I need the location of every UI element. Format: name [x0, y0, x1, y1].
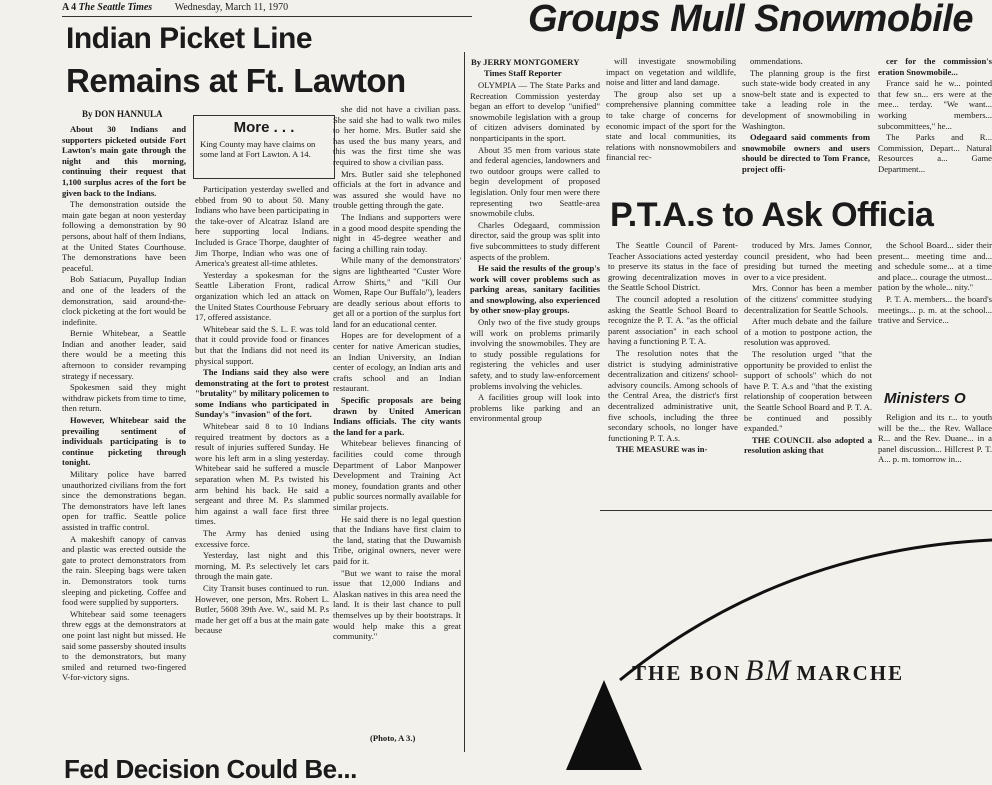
story3-col2-p1: troduced by Mrs. James Connor, council president, who had been presiding but turned the meeting over to a vice president.: [744, 240, 872, 282]
story1-col2-p2: Yesterday a spokesman for the Seattle Liberation Front, radical organization which led an attack on the United States Courthouse February 17, offered assistance.: [195, 269, 329, 323]
story2-col2-p1: will investigate snowmobiling impact on vegetation and wildlife, noise and litter and land damage.: [606, 56, 736, 88]
story3-col2-p4: The resolution urged "that the opportunity be provided to enlist the support of schools" which do not have P. T. A.s and "that the existing relationship of cooperation between the Seattle School Board and P. T. A. be continued and possibly expanded.": [744, 348, 872, 434]
story1-col1-p3: Bob Satiacum, Puyallup Indian and one of the leaders of the demonstration, said around-the-clock picketing at the fort would be indefinite.: [62, 274, 186, 327]
paper-name: The Seattle Times: [78, 2, 153, 13]
ad-brand-left: THE BON: [632, 661, 742, 685]
story1-col2-p7: Yesterday, last night and this morning, M. P.s selectively let cars through the main gate.: [195, 550, 329, 582]
story1-byline: By DON HANNULA: [82, 109, 163, 119]
story2-column-3: [742, 56, 870, 198]
story2-headline: Groups Mull Snowmobile: [528, 0, 973, 40]
story2-col4-p1: cer for the commission's eration Snowmobile...: [878, 56, 992, 77]
story1-col3-p7: Whitebear believes financing of facilities could come through Department of Labor Manpower Development and Training Act money, foundation grants and other public sources normally available for similar projects.: [333, 438, 461, 512]
story3-headline: P.T.A.s to Ask Officia: [610, 196, 934, 234]
story2-col1-p4: He said the results of the group's work will cover problems such as parking areas, sanitary facilities and snowplowing, also experienced by other snow-play groups.: [470, 263, 600, 316]
more-box-title: More . . .: [233, 119, 295, 136]
story2-staff: Times Staff Reporter: [484, 68, 562, 78]
story2-col1-p1: OLYMPIA — The State Parks and Recreation Commission yesterday began an effort to develop "unified" snowmobile legislation with a group of citizen advisers dominated by nonparticipants in the sport.: [470, 80, 600, 143]
story2-col1-p3: Charles Odegaard, commission director, said the group was split into five subcommittees to study different aspects of the problem.: [470, 219, 600, 262]
story2-column-2: [606, 56, 736, 198]
story1-col3-p2: Mrs. Butler said she telephoned officials at the fort in advance and was assured she would have no trouble getting through the gate.: [333, 168, 461, 211]
more-box-text: King County may have claims on some land at Fort Lawton. A 14.: [200, 139, 316, 159]
story3-column-1: [608, 240, 738, 504]
story1-col2-p5: Whitebear said 8 to 10 Indians required treatment by doctors as a result of injuries suffered Sunday. He wore his left arm in a sling yesterday. Whitebear said he suffered a muscle separation when M. P.s twisted his arm behind his back. He said a sergeant and three M. P.s slammed him against a wall face first three times.: [195, 421, 329, 527]
story4-headline: Ministers O: [884, 390, 966, 407]
ad-monogram: BM: [745, 654, 793, 687]
story1-col3-p6: Specific proposals are being drawn by United American Indians officials. The city wants the land for a park.: [333, 395, 461, 437]
story4-p1: Religion and its r... to youth will be the... the Rev. Wallace R... and the Rev. Duane... in a panel discussion... Hillcrest P. T. A... p. m. tomorrow in...: [878, 412, 992, 465]
story1-col3-p9: "But we want to raise the moral issue that 12,000 Indians and Alaskan natives in this area need the land. It is their last chance to pull themselves up by their bootstraps. It would help make this a great community.": [333, 567, 461, 642]
story3-col2-p2: Mrs. Connor has been a member of the citizens' committee studying decentralization for Seattle Schools.: [744, 283, 872, 315]
story1-col1-p7: Military police have barred unauthorized civilians from the fort since the demonstrations began. The demonstrators have left lanes open for traffic. Seattle police assisted in traffic control.: [62, 469, 186, 532]
story2-col1-p6: A facilities group will look into problems like parking and an environmental group: [470, 392, 600, 424]
story1-col2-p8: City Transit buses continued to run. However, one person, Mrs. Robert L. Butler, 5608 39th Ave. W., said M. P.s made her get off a bus at the main gate because: [195, 582, 329, 636]
ad-triangle-graphic: [566, 680, 642, 770]
story1-col3-p5: Hopes are for development of a center for native American studies, an Indian University, an Indian center of ecology, an Indian arts and crafts school and an Indian restaurant.: [333, 330, 461, 394]
column-rule: [464, 52, 465, 752]
story1-col1-p4: Bernie Whitebear, a Seattle Indian and another leader, said there would be a meeting this afternoon to consider revamping strategy if necessary.: [62, 328, 186, 381]
story1-column-3: [333, 104, 461, 734]
story1-col1-p5: Spokesmen said they might withdraw pickets from time to time, then return.: [62, 382, 186, 414]
story3-col3-p1: the School Board... sider their present... meeting time and... and schedule some... at a time and place... courage the utmost... pation by the whole... nity.": [878, 240, 992, 293]
masthead: [62, 2, 288, 13]
story3-col1-p3: The resolution notes that the district is studying administrative decentralization and citizens' school-advisory councils. Among schools of the Central Area, the district's first decentralized administrative unit, five schools, including the three secondary schools, no longer have functioning P. T. A.s.: [608, 347, 738, 443]
story3-col1-p4: THE MEASURE was in-: [616, 444, 708, 455]
ad-arc: [600, 520, 992, 768]
story1-column-2: [195, 184, 329, 744]
story1-headline-line2: Remains at Ft. Lawton: [66, 62, 406, 99]
photo-reference: (Photo, A 3.): [370, 733, 416, 743]
story1-col2-p3: Whitebear said the S. L. F. was told that it could provide food or finances but that the Indians did not need its physical support.: [195, 323, 329, 366]
story1-col1-p9: Whitebear said some teenagers threw eggs at the demonstrators at one point last night but missed. He said some passersby shouted insults to the demonstrators, but many smiled and returned two-fingered V-for-victory signs.: [62, 608, 186, 683]
story2-col1-p5: Only two of the five study groups will work on problems primarily involving the snowmobiles. They are to study possible regulations for registering the vehicles and user safety, and to study law-enforcement problems involving the vehicles.: [470, 317, 600, 391]
ad-brand-right: MARCHE: [796, 661, 905, 685]
story3-col1-p1: The Seattle Council of Parent-Teacher Associations acted yesterday to preserve its status in the face of growing decentralization moves in the Seattle School District.: [608, 240, 738, 293]
ad-brand: [632, 654, 904, 688]
story1-col2-p4: The Indians said they also were demonstrating at the fort to protest "brutality" by military policemen to some Indians who participated in Sunday's "invasion" of the fort.: [195, 367, 329, 420]
story3-column-2: [744, 240, 872, 504]
story3-col2-p3: After much debate and the failure of a motion to postpone action, the resolution was approved.: [744, 316, 872, 348]
story1-col3-p3: The Indians and supporters were in a good mood despite spending the night in 45-degree weather and facing a chilling rain today.: [333, 211, 461, 254]
story2-col3-p1: ommendations.: [750, 56, 803, 66]
story1-col1-p8: A makeshift canopy of canvas and plastic was erected outside the gate to protect demonstrators from the rain. Sleeping bags were taken in. Demonstrators took turns sleeping and picketing. Coffee and food were supplied by supporters.: [62, 533, 186, 608]
story3-col3-p2: P. T. A. members... the board's meetings... p. m. at the school... trative and Service...: [878, 293, 992, 326]
story3-column-3: [878, 240, 992, 370]
story2-column-1: [470, 80, 600, 510]
story2-col4-p2: France said he w... pointed that few sn... ers were at the mee... terday. "We want... working members... subcommittees," he...: [878, 78, 992, 131]
story2-col3-p2: The planning group is the first such state-wide body created in any snow-belt state and is expected to take a leading role in the development of snowmobiling in Washington.: [742, 67, 870, 131]
story2-col4-p3: The Parks and R... Commission, Depart... Natural Resources a... Game Department...: [878, 132, 992, 174]
story1-col2-p1: Participation yesterday swelled and ebbed from 90 to about 50. Many Indians who have been participating in the take-over of Alcatraz Island are here supporting local Indians. Included is Grace Thorpe, daughter of Jim Thorpe, Indian who was one of America's greatest all-time athletes.: [195, 184, 329, 269]
story2-byline: By JERRY MONTGOMERY: [471, 57, 580, 67]
story1-col3-p4: While many of the demonstrators' signs are lighthearted "Custer Wore Arrow Shirts," and "Kill Our Women, Rape Our Buffalo"), leaders are deadly serious about efforts to get all or a portion of the surplus fort land for an educational center.: [333, 255, 461, 329]
story1-col1-p6: However, Whitebear said the prevailing sentiment of individuals participating is to continue picketing through tonight.: [62, 415, 186, 468]
story2-column-4: [878, 56, 992, 176]
story2-col2-p2: The group also set up a comprehensive planning committee to take charge of concerns for economic impact of the sport for the state and local communities, its relations with nonsnowmobilers and financial rec-: [606, 88, 736, 163]
story4-column: [878, 412, 992, 508]
story1-col3-p8: He said there is no legal question that the Indians have first claim to the land, stating that the Duwamish Tribe, original owners, never were paid for it.: [333, 513, 461, 566]
story3-col2-p5: THE COUNCIL also adopted a resolution asking that: [744, 434, 872, 456]
story1-col1-p2: The demonstration outside the main gate began at noon yesterday following a demonstration by 90 persons, about half of them Indians, at the United States Courthouse. The demonstrations have been peaceful.: [62, 199, 186, 273]
story1-col3-p1: she did not have a civilian pass. She said she had to walk two miles to her home. Mrs. Butler said she has used the bus many years, and this was the first time she was required to show a civilian pass.: [333, 104, 461, 167]
issue-date: Wednesday, March 11, 1970: [174, 2, 289, 13]
story2-col3-p3: Odegaard said comments from snowmobile owners and users should be directed to Tom France, project offi-: [742, 132, 870, 174]
ad-top-rule: [600, 510, 992, 511]
story3-col1-p2: The council adopted a resolution asking the Seattle School Board to recognize the P. T. A. "as the official parent association" in each school having a functioning P. T. A.: [608, 293, 738, 347]
page-number: A 4: [62, 2, 77, 13]
story2-col1-p2: About 35 men from various state and federal agencies, landowners and two outdoor groups were called to begin development of proposed legislation. Only four men were there representing two Seattle-area snowmobile clubs.: [470, 144, 600, 219]
story1-column-1: [62, 124, 186, 744]
masthead-rule: [62, 16, 472, 17]
story1-col1-p1: About 30 Indians and supporters picketed outside Fort Lawton's main gate through the night and this morning, continuing their request that 1,100 surplus acres of the fort be given back to the Indians.: [62, 124, 186, 198]
more-box: [193, 115, 335, 179]
story1-headline-line1: Indian Picket Line: [66, 22, 313, 55]
story1-col2-p6: The Army has denied using excessive force.: [195, 528, 329, 549]
bottom-headline: Fed Decision Could Be...: [64, 754, 357, 784]
